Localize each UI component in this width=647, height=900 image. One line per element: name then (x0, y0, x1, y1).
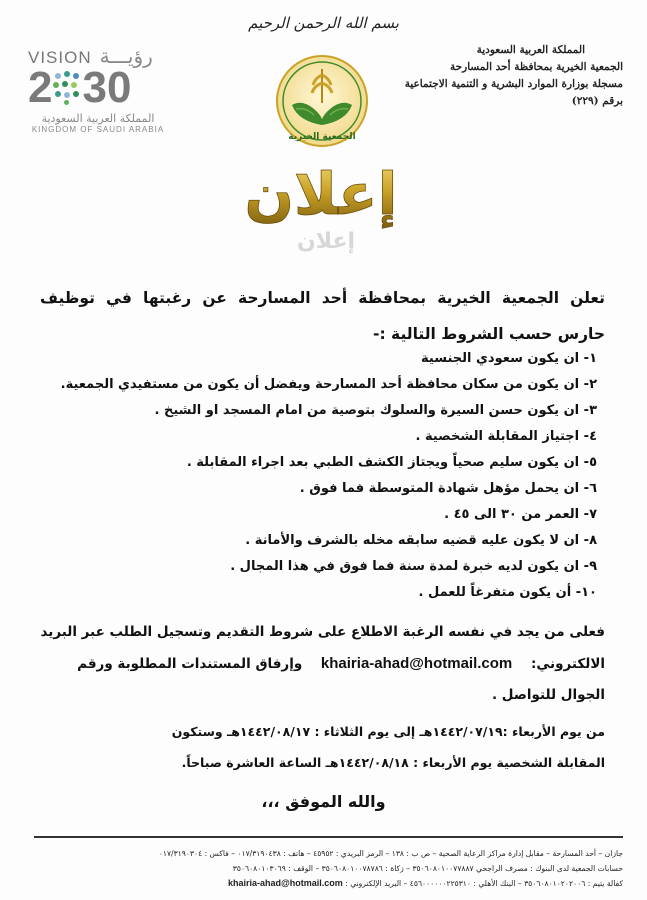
announcement-title-reflection: إعلان (296, 229, 356, 254)
footer (34, 836, 623, 891)
headline: تعلن الجمعية الخيرية بمحافظة أحد المسارحة عن رغبتها في توظيف حارس حسب الشروط التالية :- (40, 289, 605, 343)
charity-logo (274, 53, 370, 149)
closing-line: والله الموفق ،،، (261, 792, 386, 811)
condition-item: ١- ان يكون سعودي الجنسية (421, 351, 597, 366)
footer-address: جازان – أحد المسارحة – مقابل إدارة مراكز الرعاية الصحية – ص ب : ١٣٨ – الرمز البريدي : ٤٥٩٥٢ – هاتف : ٠١٧/٣١٩٠٤٣٨ – فاكس : ٠١٧/٣١٩٠٣٠٤ (158, 849, 623, 858)
vision-year-left: 2 (28, 63, 53, 112)
vision-year-right: 30 (82, 63, 132, 112)
footer-bank-accounts: حسابات الجمعية لدى البنوك : مصرف الراجحي ٣٥٠٦٠٨٠١٠٠٧٧٨٨٧ – زكاة : ٣٥٠٦٠٨٠١٠٠٧٨٧٨٦ – الوقف : ٣٥٠٦٠٨٠١٠٣٠٦٩ (232, 864, 623, 873)
apply-line-2 (40, 648, 605, 680)
condition-item: ٦- ان يحمل مؤهل شهادة المتوسطة فما فوق . (299, 481, 597, 496)
condition-item: ٨- ان لا يكون عليه قضيه سابقه مخله بالشرف والأمانة . (245, 533, 597, 548)
basmala: بسم الله الرحمن الرحيم (248, 14, 399, 32)
logo-text: الجمعية الخيرية (288, 132, 356, 142)
announcement-title-main: إعلان (244, 160, 398, 228)
vision-arabic: رؤيـــة (99, 44, 153, 68)
condition-item: ٤- اجتياز المقابلة الشخصية . (415, 429, 597, 444)
footer-contact (34, 876, 623, 891)
org-line-3: مسجلة بوزارة الموارد البشرية و التنمية الاجتماعية (404, 78, 623, 90)
announcement-title (226, 158, 416, 258)
email-link[interactable]: khairia-ahad@hotmail.com (320, 655, 513, 672)
apply-line-2-end: وإرفاق المستندات المطلوبة ورقم (77, 656, 303, 672)
condition-item: ٧- العمر من ٣٠ الى ٤٥ . (444, 507, 597, 522)
org-line-4: برقم (٢٢٩) (571, 95, 623, 107)
apply-line-1: فعلى من يجد في نفسه الرغبة الاطلاع على شروط التقديم وتسجيل الطلب عبر البريد (40, 624, 605, 640)
organization-header (403, 42, 623, 110)
dates-line-1: من يوم الأربعاء :١٤٤٢/٠٧/١٩هـ إلى يوم الثلاثاء : ١٤٤٢/٠٨/١٧هـ وستكون (171, 724, 605, 739)
apply-line-3: الجوال للتواصل . (491, 687, 605, 703)
condition-item: ٣- ان يكون حسن السيرة والسلوك بتوصية من امام المسجد او الشيخ . (154, 403, 597, 418)
apply-line-2-start: الالكتروني: (530, 656, 605, 672)
application-dates (40, 716, 605, 778)
application-instructions (40, 617, 605, 711)
dates-line-2: المقابلة الشخصية يوم الأربعاء : ١٤٤٢/٠٨/١٨هـ الساعة العاشرة صباحاً. (181, 755, 605, 770)
condition-item: ٩- ان يكون لديه خبرة لمدة سنة فما فوق في هذا المجال . (230, 559, 597, 574)
vision-year (28, 63, 168, 112)
palm-dots-icon (53, 71, 81, 105)
vision-2030-logo (28, 44, 168, 149)
footer-email-link[interactable]: khairia-ahad@hotmail.com (227, 878, 343, 888)
org-line-2: الجمعية الخيرية بمحافظة أحد المسارحة (450, 61, 623, 73)
condition-item: ٢- ان يكون من سكان محافظة أحد المسارحة ويفضل أن يكون من مستفيدي الجمعية. (60, 377, 597, 392)
org-line-1: المملكة العربية السعودية (476, 44, 585, 56)
condition-item: ١٠- أن يكون متفرغاً للعمل . (418, 585, 597, 600)
vision-kingdom-arabic: المملكة العربية السعودية (41, 112, 155, 125)
conditions-list (37, 346, 597, 606)
condition-item: ٥- ان يكون سليم صحياً ويجتاز الكشف الطبي بعد اجراء المقابلة . (186, 455, 597, 470)
vision-word: VISION (28, 48, 92, 67)
vision-kingdom-english: KINGDOM OF SAUDI ARABIA (31, 125, 165, 134)
footer-contact-text: كفالة يتيم : ٣٥٠٦٠٨٠١٠٢٠٢٠٠٦ – البنك الأهلي : ٤٥٦٠٠٠٠٠٠٢٢٥٣١٠ – البريد الإلكتروني : (345, 879, 623, 888)
